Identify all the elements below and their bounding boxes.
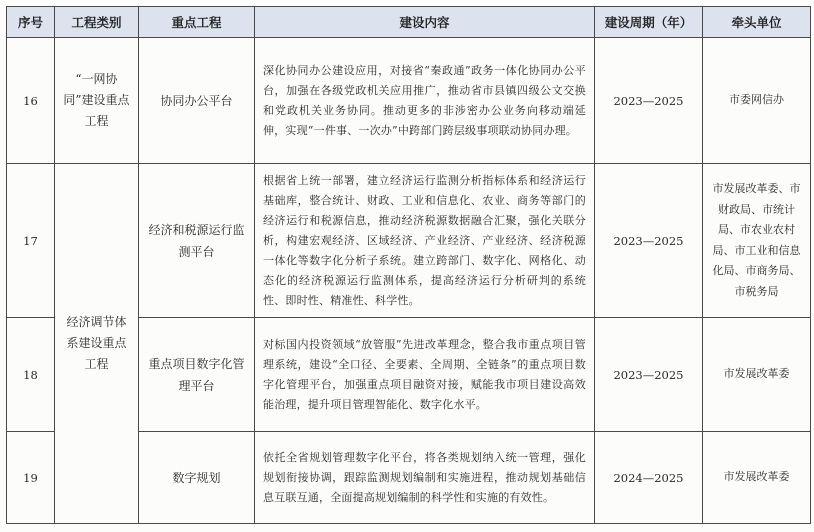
row-content: 根据省上统一部署，建立经济运行监测分析指标体系和经济运行基础库，整合统计、财政、工业和信息化、农业、商务等部门的经济运行和税源信息，推动经济税源数据融合汇聚，强化关联分析，构建宏观经济、区域经济、产业经济、产业经济、经济税源一体化等数字化分析子系统。建立跨部门、数字化、网格化、动态化的经济税源运行监测体系，提高经济运行分析研判的系统性、即时性、精准性、科学性。	[255, 164, 595, 318]
header-row	[7, 7, 811, 38]
row-lead: 市发展改革委	[703, 318, 811, 432]
row-project: 重点项目数字化管理平台	[139, 318, 255, 432]
row-period: 2023—2025	[595, 164, 703, 318]
row-period: 2023—2025	[595, 318, 703, 432]
row-project: 数字规划	[139, 432, 255, 524]
row-content: 依托全省规划管理数字化平台，将各类规划纳入统一管理，强化规划衔接协调，跟踪监测规划编制和实施进程，推动规划基础信息互联互通，全面提高规划编制的科学性和实施的有效性。	[255, 432, 595, 524]
header-project: 重点工程	[139, 7, 255, 38]
row-category: 经济调节体系建设重点工程	[55, 164, 139, 524]
row-project: 协同办公平台	[139, 38, 255, 164]
row-lead: 市发展改革委	[703, 432, 811, 524]
row-period: 2023—2025	[595, 38, 703, 164]
header-content: 建设内容	[255, 7, 595, 38]
header-period: 建设周期（年）	[595, 7, 703, 38]
row-project: 经济和税源运行监测平台	[139, 164, 255, 318]
row-category: “一网协同”建设重点工程	[55, 38, 139, 164]
table-row	[7, 164, 811, 318]
row-content: 深化协同办公建设应用，对接省“秦政通”政务一体化协同办公平台，加强在各级党政机关应用推广，推动省市县镇四级公文交换和党政机关业务协同。推动更多的非涉密办公业务向移动端延伸，实现“一件事、一次办”中跨部门跨层级事项联动协同办理。	[255, 38, 595, 164]
row-lead: 市委网信办	[703, 38, 811, 164]
table-row	[7, 38, 811, 164]
row-lead: 市发展改革委、市财政局、市统计局、市农业农村局、市工业和信息化局、市商务局、市税务局	[703, 164, 811, 318]
header-lead: 牵头单位	[703, 7, 811, 38]
row-seq: 18	[7, 318, 55, 432]
row-content: 对标国内投资领域“放管服”先进改革理念，整合我市重点项目管理系统，建设“全口径、全要素、全周期、全链条”的重点项目数字化管理平台，加强重点项目融资对接，赋能我市项目建设高效能治理，提升项目管理智能化、数字化水平。	[255, 318, 595, 432]
row-seq: 16	[7, 38, 55, 164]
header-seq: 序号	[7, 7, 55, 38]
projects-table	[6, 6, 811, 524]
row-period: 2024—2025	[595, 432, 703, 524]
header-category: 工程类别	[55, 7, 139, 38]
row-seq: 19	[7, 432, 55, 524]
row-seq: 17	[7, 164, 55, 318]
